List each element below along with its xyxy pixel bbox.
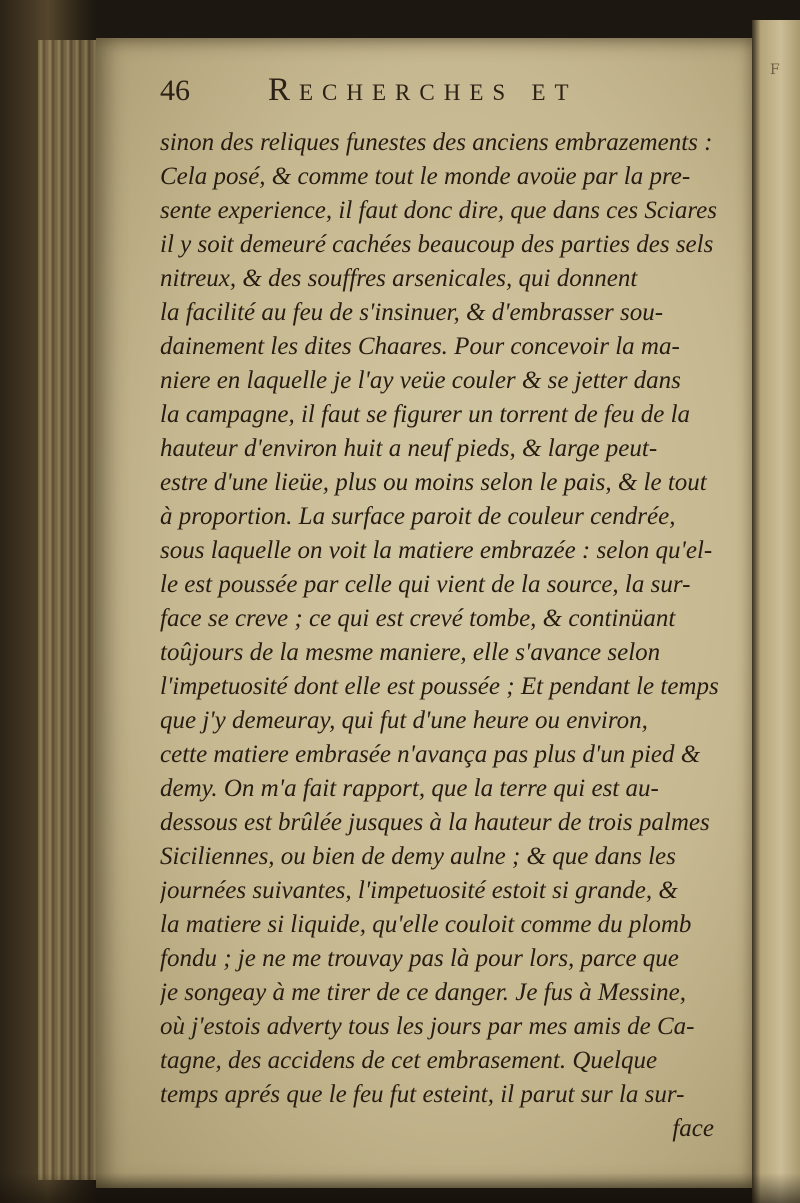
text-line: cette matiere embrasée n'avança pas plus d'un pied & xyxy=(160,741,701,768)
text-line: il y soit demeuré cachées beaucoup des parties des sels xyxy=(160,231,714,258)
text-line: temps aprés que le feu fut esteint, il parut sur la sur- xyxy=(160,1081,685,1108)
text-line: sinon des reliques funestes des anciens embrazements : xyxy=(160,129,713,156)
text-line: demy. On m'a fait rapport, que la terre qui est au- xyxy=(160,775,659,802)
text-line: tagne, des accidens de cet embrasement. Quelque xyxy=(160,1047,658,1074)
text-line: dainement les dites Chaares. Pour concevoir la ma- xyxy=(160,333,680,360)
text-line: que j'y demeuray, qui fut d'une heure ou environ, xyxy=(160,707,648,734)
text-line: le est poussée par celle qui vient de la source, la sur- xyxy=(160,571,691,598)
text-line: face se creve ; ce qui est crevé tombe, & continüant xyxy=(160,605,676,632)
text-line: toûjours de la mesme maniere, elle s'avance selon xyxy=(160,639,661,666)
page-number: 46 xyxy=(160,74,190,107)
text-line: Cela posé, & comme tout le monde avoüe par la pre- xyxy=(160,163,691,190)
page-header xyxy=(160,70,740,114)
text-line: niere en laquelle je l'ay veüe couler & se jetter dans xyxy=(160,367,681,394)
facing-page-edge xyxy=(752,20,800,1203)
scan-bottom-shadow xyxy=(0,1173,800,1203)
text-line: la matiere si liquide, qu'elle couloit comme du plomb xyxy=(160,911,692,938)
text-line: à proportion. La surface paroit de couleur cendrée, xyxy=(160,503,676,530)
text-line: sente experience, il faut donc dire, que dans ces Sciares xyxy=(160,197,718,224)
text-line: Siciliennes, ou bien de demy aulne ; & que dans les xyxy=(160,843,676,870)
text-line: l'impetuosité dont elle est poussée ; Et pendant le temps xyxy=(160,673,719,700)
text-line: fondu ; je ne me trouvay pas là pour lors, parce que xyxy=(160,945,679,972)
text-line: où j'estois adverty tous les jours par mes amis de Ca- xyxy=(160,1013,695,1040)
text-line: je songeay à me tirer de ce danger. Je fus à Messine, xyxy=(160,979,687,1006)
text-line: hauteur d'environ huit a neuf pieds, & large peut- xyxy=(160,435,658,462)
facing-page-fragment: F xyxy=(770,62,780,78)
text-line: dessous est brûlée jusques à la hauteur de trois palmes xyxy=(160,809,710,836)
page-body xyxy=(160,126,744,1146)
text-line: la campagne, il faut se figurer un torrent de feu de la xyxy=(160,401,691,428)
running-head: Recherches et xyxy=(268,72,578,108)
text-line: sous laquelle on voit la matiere embrazée : selon qu'el- xyxy=(160,537,713,564)
text-line: la facilité au feu de s'insinuer, & d'embrasser sou- xyxy=(160,299,664,326)
text-line: estre d'une lieüe, plus ou moins selon le pais, & le tout xyxy=(160,469,707,496)
catchword: face xyxy=(672,1115,714,1142)
text-line: nitreux, & des souffres arsenicales, qui donnent xyxy=(160,265,638,292)
stacked-page-edges xyxy=(38,40,98,1180)
text-line: journées suivantes, l'impetuosité estoit si grande, & xyxy=(160,877,678,904)
